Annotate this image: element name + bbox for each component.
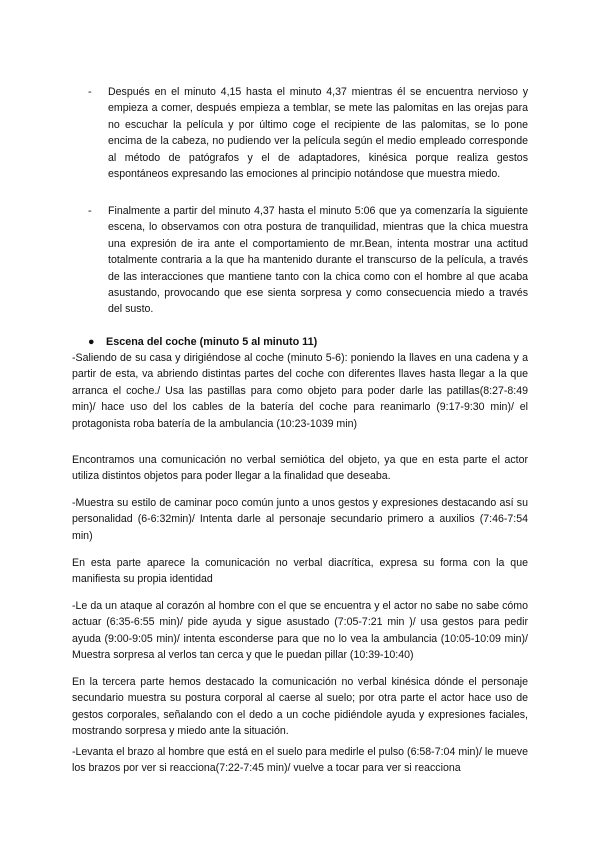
- bullet-text: Después en el minuto 4,15 hasta el minuto 4,37 mientras él se encuentra nervioso y empieza a comer, después empieza a temblar, se mete las palomitas en las orejas para no escuchar la película y por último coge el recipiente de las palomitas, se lo pone encima de la cabeza, no pudiendo ver la película según el medio empleado corresponde al método de patógrafos y el de adaptadores, kinésica porque realiza gestos espontáneos expresando las emociones al principio notándose que muestra miedo.: [108, 86, 528, 181]
- bullet-item: [88, 203, 528, 318]
- paragraph: Encontramos una comunicación no verbal semiótica del objeto, ya que en esta parte el actor utiliza distintos objetos para poder llegar a la finalidad que deseaba.: [72, 454, 528, 483]
- paragraph: -Le da un ataque al corazón al hombre con el que se encuentra y el actor no sabe no sabe cómo actuar (6:35-6:55 min)/ pide ayuda y sigue asustado (7:05-7:21 min )/ usa gestos para pedir ayuda (9:00-9:05 min)/ intenta esconderse para que no lo vea la ambulancia (10:05-10:09 min)/ Muestra sorpresa al verlos tan cerca y que le puedan pillar (10:39-10:40): [72, 600, 528, 662]
- section-heading-text: Escena del coche (minuto 5 al minuto 11): [106, 336, 318, 348]
- paragraph: En la tercera parte hemos destacado la comunicación no verbal kinésica dónde el personaje secundario muestra su postura corporal al caerse al suelo; por otra parte el actor hace uso de gestos corporales, señalando con el dedo a un coche pidiéndole ayuda y expresiones faciales, mostrando sorpresa y miedo ante la situación.: [72, 676, 528, 738]
- bullet-dash: -: [88, 86, 92, 98]
- section-heading: [88, 334, 317, 350]
- paragraph: -Saliendo de su casa y dirigiéndose al coche (minuto 5-6): poniendo la llaves en una cadena y a partir de esta, va abriendo distintas partes del coche con diferentes llaves hasta llegar a la que arranca el coche./ Usa las pastillas para como objeto para poder darle las patillas(8:27-8:49 min)/ hace uso del los cables de la batería del coche para reanimarlo (9:17-9:30 min)/ el protagonista roba batería de la ambulancia (10:23-1039 min): [72, 352, 528, 430]
- paragraph: -Levanta el brazo al hombre que está en el suelo para medirle el pulso (6:58-7:04 min)/ le mueve los brazos por ver si reacciona(7:22-7:45 min)/ vuelve a tocar para ver si reacciona: [72, 746, 528, 775]
- bullet-item: [88, 84, 528, 182]
- bullet-dot-icon: ●: [88, 336, 95, 348]
- paragraph: En esta parte aparece la comunicación no verbal diacrítica, expresa su forma con la que manifiesta su propia identidad: [72, 557, 528, 586]
- paragraph: -Muestra su estilo de caminar poco común junto a unos gestos y expresiones destacando así su personalidad (6-6:32min)/ Intenta darle al personaje secundario primero a auxilios (7:46-7:54 min): [72, 497, 528, 542]
- bullet-text: Finalmente a partir del minuto 4,37 hasta el minuto 5:06 que ya comenzaría la siguiente escena, lo observamos con otra postura de tranquilidad, mientras que la chica muestra una expresión de ira ante el comportamiento de mr.Bean, intenta mostrar una actitud totalmente contraria a la que ha mantenido durante el transcurso de la película, a través de las interacciones que mantiene tanto con la chica como con el hombre al que acaba asustando, provocando que ese sienta sorpresa y como consecuencia miedo a través del susto.: [108, 205, 528, 316]
- bullet-dash: -: [88, 205, 92, 217]
